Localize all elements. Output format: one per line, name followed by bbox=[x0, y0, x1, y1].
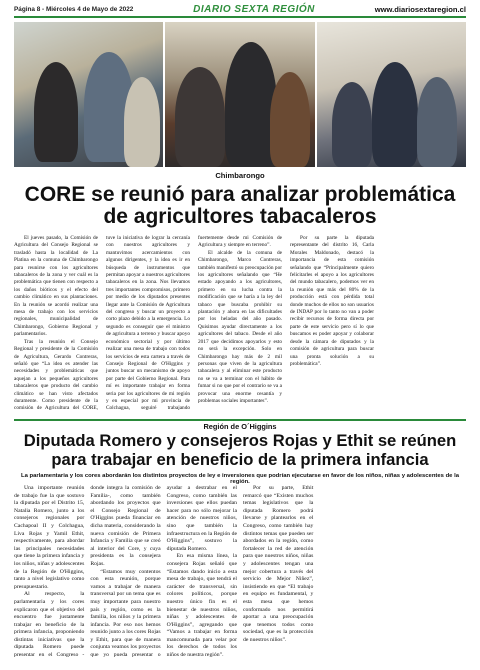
article2-paragraph: Una importante reunión de trabajo fue la que sostuvo la diputada por el Distrito 15, Natalia Romero, junto a los consejeros regionales por Cachapoal II y Colchagua, Liva Rojas y Yamil Ethit, respectivamente, para abordar las principales necesidades que tiene la primera infancia y los niños, niñas y adolescentes de la Región de O'Higgins, tanto a nivel legislativo como presupuestario. bbox=[14, 485, 85, 590]
website-link[interactable]: www.diariosextaregion.cl bbox=[374, 4, 466, 14]
photo-strip bbox=[14, 22, 466, 167]
article2-lead: La parlamentaria y los cores abordarán los distintos proyectos de ley e inversiones que podrían ejecutarse en favor de los niños, niñas y adolescentes de la región. bbox=[20, 473, 460, 485]
meeting-photo-right bbox=[317, 22, 466, 167]
article2-paragraph: Al respecto, la parlamentaria y los cores explicaron que el objetivo del encuentro fue justamente trabajar en beneficio de la primera infancia, proponiendo distintas iniciativas que la diputada Romero puede presentar en el Congreso -donde integra la comisión de Familia-, como también abordando los proyectos que el Consejo Regional de O'Higgins pueda financiar en dicha materia, considerando la nueva comisión de Primera Infancia y Familia que se creó al interior del Core, y cuya presidenta es la consejera Rojas. bbox=[14, 485, 161, 659]
article1-paragraph: El alcalde de la comuna de Chimbarongo, Marco Contreras, también manifestó su preocupación por los agricultores señalando que “He estado apoyando a los agricultores, primero en su lucha contra la modificación que se haría a la ley del tabaco que buscaba prohibir su plantación y ahora en las dificultades por los heladas del año pasado. Quisimos ayudar directamente a los agricultores del tabaco. Desde el año 2017 que decidimos apoyarlos y esto no será la excepción. Solo en Chimbarongo hay más de 2 mil personas que viven de la agricultura tabacalera y al eliminar este producto no se va a terminar con el hábito de fumar si no que por el contrario se va a provocar una enorme cesantía y problemas sociales importantes”. bbox=[198, 249, 282, 404]
article2-paragraph: “Estamos muy contentos con esta reunión, porque vamos a trabajar de manera transversal por un tema que es muy importante para nuestro país y región, como es la familia, los niños y la primera infancia. Por eso nos hemos reunido junto a los cores Rojas y Ethit, para que de manera conjunta veamos los proyectos que yo pueda presentar o ayudar a destrabar en el Congreso, como también las inversiones que ellos puedan hacer para no sólo mejorar la atención de nuestros niños, sino que también la infraestructura en la Región de O'Higgins”, sostuvo la diputada Romero. bbox=[90, 485, 237, 659]
section-divider bbox=[14, 419, 466, 421]
article1-paragraph: El jueves pasado, la Comisión de Agricultura del Consejo Regional se trasladó hasta la localidad de La Platina en la comuna de Chimbarongo para reunirse con los agricultores tabacaleros de la zona y ver cuál es la problemática que tienen con respecto a los daños bióticos y el efecto del cambio climático en sus plantaciones. En la reunión se acordó realizar una mesa de trabajo con los servicios regionales, municipalidad de Chimbarongo, Gobierno Regional y parlamentarios. bbox=[14, 235, 98, 338]
article1-body bbox=[14, 235, 466, 417]
meeting-photo-left bbox=[14, 22, 163, 167]
article1-headline: CORE se reunió para analizar problemática de agricultores tabacaleros bbox=[24, 183, 456, 228]
meeting-photo-center bbox=[165, 22, 314, 167]
page-date: Página 8 - Miércoles 4 de Mayo de 2022 bbox=[14, 5, 134, 13]
article1-kicker: Chimbarongo bbox=[215, 171, 265, 180]
publication-name: DIARIO SEXTA REGIÓN bbox=[193, 3, 315, 15]
article1-paragraph: Por su parte la diputada representante del distrito 16, Carla Morales Maldonado, destacó la importancia de esta comisión señalando que “Principalmente quiero felicitarles el apoyo a los agricultores del mundo tabacalero, podemos ver en la reunión que más del 80% de la producción está con pérdida total donde muchos de ellos no son usuarios de INDAP por lo tanto no van a poder recibir recursos de forma directa por parte de este servicio pero sí lo que buscamos es poder apoyar y colaborar desde la cámara de diputados y la comisión de agricultura para buscar una pronta solución a su problemática”. bbox=[290, 235, 374, 367]
article2-headline: Diputada Romero y consejeros Rojas y Ethit se reúnen para trabajar en beneficio de la primera infancia bbox=[23, 431, 457, 469]
article2-kicker: Región de O´Higgins bbox=[203, 422, 277, 431]
article2-paragraph: Por su parte, Ethit remarcó que “Existen muchos temas legislativos que la diputada Romero podrá llevarse y plantearlos en el Congreso, como también hay distintos temas que pueden ser abordados en la región, como fortalecer la red de atención para que nuestros niños, niñas y adolescentes tengan una mejor cobertura a través del servicio de Mejor Niñez”, insistiendo en que “El trabajo en equipo es fundamental, y esta mesa que hemos conformado nos permitirá aportar a una preocupación que tenemos todos como sociedad, que es la protección de nuestros niños”. bbox=[242, 485, 314, 643]
article2-body bbox=[14, 485, 466, 665]
article2-paragraph: En esa misma línea, la consejera Rojas señaló que “Estamos dando inicio a esta mesa de trabajo, que tendrá el carácter de transversal, sin colores políticos, porque nuestro único fin es el bienestar de nuestros niños, niñas y adolescentes de O'Higgins”, agregando que “Vamos a trabajar en forma mancomunada para velar por los derechos de todos los niños de nuestra región”. bbox=[166, 553, 237, 659]
article1-paragraph: Tras la reunión el Consejo Regional y presidente de la Comisión de Agricultura, Gerardo Contreras, señaló que “La idea es atender las necesidades y problemáticas que aquejan a los pequeños agricultores tabacaleros que producto del cambio climático se han visto afectados duramente. Como presidente de la comisión de Agricultura del CORE, tuve la iniciativa de lograr la cercanía con nuestros agricultores y mantuvimos acercamientos con algunos dirigentes, y la idea es ir en búsqueda de instrumentos que permitan apoyar a nuestros agricultores tabacaleros en la zona. Nos llevamos tres importantes compromisos, primero por medio de los diputados presentes llegar ante la Comisión de Agricultura del congreso y buscar un proyecto a corto plazo debido a la emergencia. Lo segundo es conseguir que el ministro de agricultura a terreno y buscar apoyo económico sectorial y por último realizar una mesa de trabajo con todos los servicios de esta cartera a través de Consejo Regional de O'Higgins y juntos buscar un mecanismo de apoyo por parte del Gobierno Regional. Para mí es importante trabajar en forma seria por los agricultores de mi región y en especial por mi provincia de Colchagua, seguiré trabajando fuertemente desde mi Comisión de Agricultura y siempre en terreno”. bbox=[14, 235, 282, 412]
page-header bbox=[14, 2, 466, 18]
